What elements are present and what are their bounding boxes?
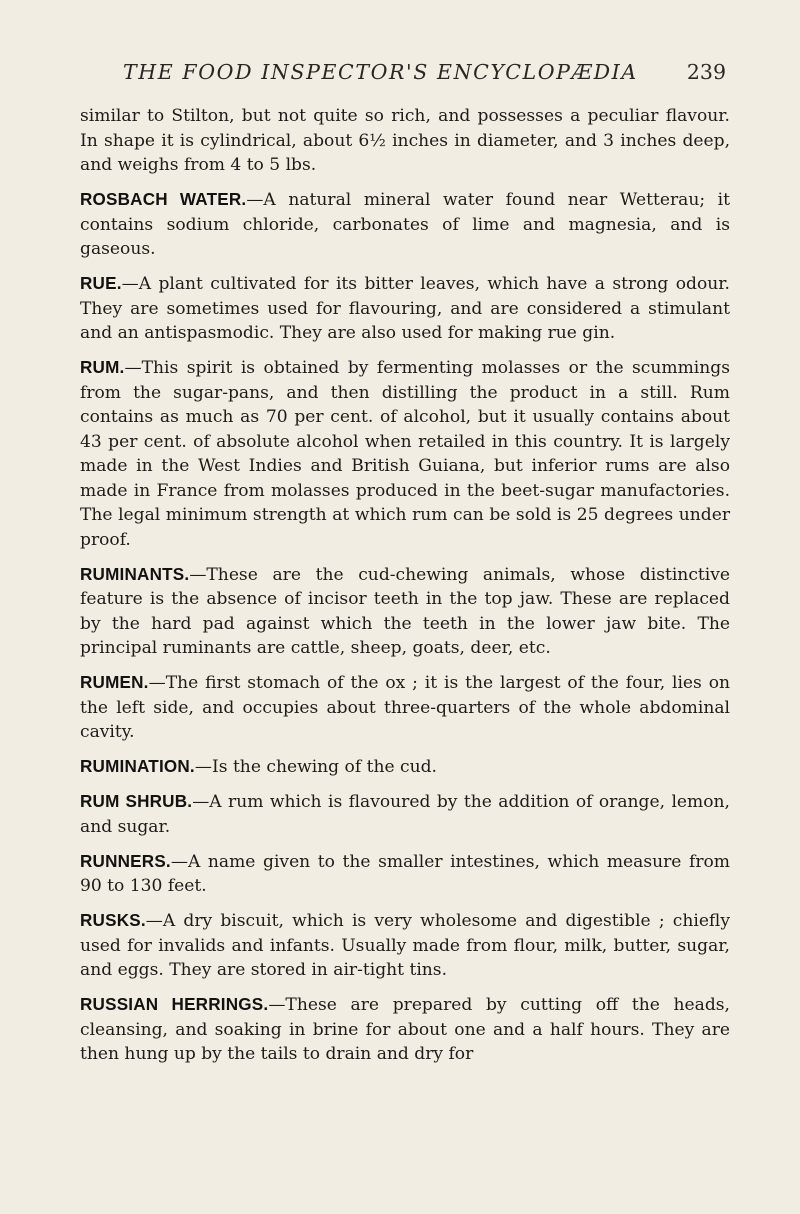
entry-text: —A rum which is flavoured by the addition of orange, lemon, and sugar.	[80, 792, 730, 837]
entry-text: —The first stomach of the ox ; it is the largest of the four, lies on the left side, and occupies about three-quarters of the whole abdominal cavity.	[80, 673, 730, 742]
entry-term: RUM SHRUB.	[80, 792, 193, 811]
entry-text: —A plant cultivated for its bitter leaves, which have a strong odour. They are sometimes used for flavouring, and are considered a stimulant and an antispasmodic. They are also used for making rue gin.	[80, 274, 730, 343]
entry-term: RUMINANTS.	[80, 564, 190, 584]
entry-text: —A name given to the smaller intestines, which measure from 90 to 130 feet.	[80, 851, 730, 896]
entry-term: ROSBACH WATER.	[80, 190, 247, 209]
entry-text: —Is the chewing of the cud.	[194, 757, 437, 777]
entry-term: RUSSIAN HERRINGS.	[80, 995, 269, 1014]
entry-rumination	[80, 745, 730, 780]
entry-term: RUMEN.	[80, 673, 149, 692]
continuation-paragraph: similar to Stilton, but not quite so rich, and possesses a peculiar flavour. In shape it is cylindrical, about 6½ inches in diameter, and 3 inches deep, and weighs from 4 to 5 lbs.	[80, 106, 730, 175]
entry-term: RUE.	[80, 274, 122, 293]
entry-term: RUM.	[80, 358, 125, 377]
entry-ruminants	[80, 552, 730, 661]
entry-term: RUMINATION.	[80, 757, 195, 776]
entry-rum-shrub	[80, 780, 730, 840]
entry-text: —These are prepared by cutting off the heads, cleansing, and soaking in brine for about one and a half hours. They are then hung up by the tails to drain and dry for	[80, 995, 730, 1064]
entry-text: —A dry biscuit, which is very wholesome and digestible ; chiefly used for invalids and infants. Usually made from flour, milk, butter, sugar, and eggs. They are stored in air-tight tins.	[80, 911, 730, 980]
entries-body	[80, 104, 730, 1067]
entry-term: RUSKS.	[80, 911, 146, 930]
entry-text: —A natural mineral water found near Wetterau; it contains sodium chloride, carbonates of lime and magnesia, and is gaseous.	[80, 190, 730, 259]
running-head	[80, 60, 732, 96]
entry-text: —These are the cud-chewing animals, whose distinctive feature is the absence of incisor teeth in the top jaw. These are replaced by the hard pad against which the teeth in the lower jaw bite. The principal ruminants are cattle, sheep, goats, deer, etc.	[80, 564, 730, 658]
entry-rue	[80, 262, 730, 346]
entry-text: —This spirit is obtained by fermenting molasses or the scummings from the sugar-pans, and then distilling the product in a still. Rum contains as much as 70 per cent. of alcohol, but it usually contains about 43 per cent. of absolute alcohol when retailed in this country. It is largely made in the West Indies and British Guiana, but inferior rums are also made in France from molasses produced in the beet-sugar manufactories. The legal minimum strength at which rum can be sold is 25 degrees under proof.	[80, 358, 730, 550]
entry-rum	[80, 346, 730, 553]
entry-rumen	[80, 661, 730, 745]
entry-russian-herrings	[80, 983, 730, 1067]
entry-rosbach-water	[80, 178, 730, 262]
page-number: 239	[686, 60, 726, 84]
running-title: THE FOOD INSPECTOR'S ENCYCLOPÆDIA	[123, 60, 638, 84]
entry-term: RUNNERS.	[80, 851, 171, 871]
entry-runners	[80, 839, 730, 899]
entry-rusks	[80, 899, 730, 983]
